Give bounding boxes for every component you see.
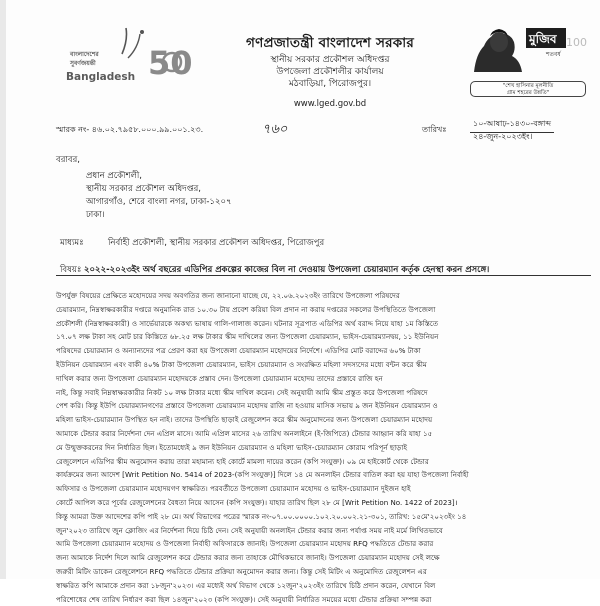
body-line: মহিলা ভাইস-চেয়ারম্যান উপস্থিত হন নাই। তাদের উপস্থিতি ছাড়াই রেজুলেশন করে স্কীম অনুমোদনের জন্য উপজেলা চেয়ারম্যান মহোদয় [56, 415, 433, 425]
recipient-line: ঢাকা। [86, 210, 105, 220]
date-bangla: ১০-আষাঢ়-১৪৩০-বঙ্গাব্দ [470, 118, 554, 133]
body-line: রেজুলেশনে এডিপির স্কীম অনুমোদন করায় তারা মহামান্য হাই কোর্টে মামলা দায়ের করেন (কপি সংযুক্ত)। ০৯ মে হাইকোর্ট থেকে টেন্ডার [56, 456, 429, 466]
body-line: দাখিল করার জন্য উপজেলা চেয়ারম্যান মহোদয়কে প্রস্তাব দেন। উপজেলা চেয়ারম্যান মহোদয় তাদের প্রস্তাবে রাজি হন [56, 373, 383, 383]
slogan-line-1: "শেখ হাসিনার মূলনীতি [502, 83, 554, 89]
body-line: মে উন্মুক্তকরনের দিন নির্ধারিত ছিল। ইতোমধ্যেই ৯ জন ইউনিয়ন চেয়ারম্যান ও মহিলা ভাইস-চেয়ারম্যান কোরাম পরিপূর্ন ছাড়াই [56, 442, 408, 452]
recipient-line: স্থানীয় সরকার প্রকৌশল অধিদপ্তর, [86, 184, 201, 194]
scan-edge [0, 0, 6, 579]
body-line: স্বাক্ষরিত কপি আমাকে প্রদান করা ১৮জুন'২০২৩। এর মধ্যেই অর্থ বিভাগ থেকে ১২জুন'২০২৩ইং তারিখে চিঠি প্রদান করেন, যেখানে বিল [56, 580, 436, 590]
subject-divider [56, 275, 591, 276]
office-location: মঠবাড়িয়া, পিরোজপুর। [288, 79, 372, 89]
via-label: মাধ্যমঃ [60, 238, 84, 248]
body-line: নাই, কিন্তু সবাই নিম্নস্বাক্ষরকারীর নিকট ১০ লক্ষ টাকার মধ্যে স্কীম দাখিল করেন। সেই অনুযায়ী আমি স্কীম প্রস্তুত করে উপজেলা পরিষদে [56, 387, 428, 397]
government-title: গণপ্রজাতন্ত্রী বাংলাদেশ সরকার [246, 35, 414, 51]
body-line: কিন্তু আমরা উক্ত আদেশের কপি পাই ২৮ মে। অর্থ বিভাগের পত্রের স্মারক নং-০৭.০০.০০০০.১০২.২০.০০২.২১-৩০১, তারিখ: ১৫মে'২০২৩ইং ১৪ [56, 511, 467, 521]
slogan-line-2: গ্রাম শহরের উন্নতি" [506, 90, 550, 96]
body-line: পরিষদের চেয়ারম্যান ও অন্যান্যদের পত্র প্রেরণ করা হয় উপজেলা চেয়ারম্যান মহোদয়ের নির্দেশে। এডিপির মোট বরাদ্দের ৬০% টাকা [56, 346, 421, 356]
body-line: জরুরী মিটিং ডাকেন রেজুলেশনে RFQ পদ্ধতিতে টেন্ডার প্রক্রিয়া অনুমোদন করার জন্য। কিন্তু সেই মিটিং এ অনুমোদিত রেজুলেশন এর [56, 566, 427, 576]
body-line: জুন'২০২৩ তারিখে জুন ক্লোজিং এর নির্দেশনা দিয়ে চিঠি দেন। সেই অনুযায়ী অনলাইন টেন্ডার করার জন্য পর্যাপ্ত সময় নাই মর্মে লিখিতভাবে [56, 525, 443, 535]
date-english: ২৪-জুন-২০২৩ইং। [473, 132, 533, 141]
svg-text:শতবর্ষ: শতবর্ষ [546, 51, 561, 58]
via-text: নির্বাহী প্রকৌশলী, স্থানীয় সরকার প্রকৌশল অধিদপ্তর, পিরোজপুর [108, 238, 325, 248]
svg-text:মুজিব: মুজিব [529, 32, 557, 46]
bangladesh-50-logo [64, 14, 193, 98]
mujib-borsho-logo [470, 20, 590, 80]
body-line: কোর্টে আপিল করে পূর্বের রেজুলেশনের বৈধতা নিয়ে আসেন (কপি সংযুক্ত)। যাহার তারিখ ছিল ২৮ মে [Writ Petition No. 1422 of 2023]। [56, 497, 458, 507]
body-line: পেশ করি। কিন্তু ইউপি চেয়ারম্যানগণের প্রস্তাবে উপজেলা চেয়ারম্যান মহোদয় রাজি না হওয়ায় মাসিক সভায় ৯ জন ইউনিয়ন চেয়ারম্যান ও [56, 401, 438, 411]
svg-text:Bangladesh: Bangladesh [66, 71, 136, 83]
svg-text:50: 50 [148, 44, 193, 82]
body-line: অফিসার ও উপজেলা চেয়ারম্যান মহোদয়গণ স্বাক্ষরিত। পরবর্তীতে উপজেলা চেয়ারম্যান মহোদয় ও ভাইস-চেয়ারম্যান দুইজন হাই [56, 484, 411, 494]
body-line: ১৭.০৭ লক্ষ টাকা সহ মোট চার কিস্তিতে ৬৮.২৫ লক্ষ টাকার স্কীম দাখিলের জন্য উপজেলা চেয়ারম্যান, ভাইস-চেয়ারম্যানদ্বয়, ১১ ইউনিয়ন [56, 332, 439, 342]
recipient-line: প্রধান প্রকৌশলী, [86, 171, 142, 181]
subject-text: ২০২২-২০২৩ইং অর্থ বছরের এডিপির প্রকল্পের কাজের বিল না দেওয়ায় উপজেলা চেয়ারম্যান কর্তৃক হেনস্থা করন প্রসঙ্গে। [84, 265, 490, 275]
office-name: উপজেলা প্রকৌশলীর কার্যালয় [276, 67, 384, 77]
department-name: স্থানীয় সরকার প্রকৌশল অধিদপ্তর [270, 55, 390, 65]
body-line: প্রকৌশলী (নিম্নস্বাক্ষরকারী) ও সার্ভেয়ারকে অকথ্য ভাষায় গালি-গালাজ করেন। ঘটনার সূত্রপাত এডিপির অর্থ বরাদ্দ নিয়ে যাহা ১ম কিস্তিতে [56, 318, 439, 328]
slogan-box [470, 81, 586, 97]
body-line: উপর্যুক্ত বিষয়ের প্রেক্ষিতে মহোদয়ের সদয় অবগতির জন্য জানানো যাচ্ছে যে, ২২.০৬.২০২৩ইং তারিখে উপজেলা পরিষদের [56, 291, 400, 300]
memo-handwritten-number: ৭৬০ [262, 122, 288, 137]
body-line: কার্যক্রমের জন্য আদেশ [Writ Petition No. 5414 of 2023-(কপি সংযুক্ত)] দিলে ১৪ মে অনলাইন টেন্ডার বাতিল করা হয় যাহা উপজেলা নির্বাহী [56, 470, 469, 480]
svg-text:100: 100 [566, 36, 587, 49]
letter-body [56, 289, 596, 606]
recipient-line: আগারগাঁও, শেরে বাংলা নগর, ঢাকা-১২০৭ [86, 197, 232, 207]
body-line: ইউনিয়ন চেয়ারম্যান এবং বাকী ৪০% টাকা উপজেলা চেয়ারম্যান, ভাইস চেয়ারম্যান ও সংরক্ষিত মহিলা সদস্যদের মধ্যে বন্টন করে স্কীম [56, 359, 427, 369]
body-line: আমাকে টেন্ডার করার নির্দেশনা দেন এপ্রিল মাসে। আমি এপ্রিল মাসের ২৬ তারিখ অনলাইনে (ই-জিপিতে) টেন্ডার আহ্বান করি যাহা ১৫ [56, 428, 433, 438]
body-line: পরিশোধের শেষ তারিখ নির্ধারণ করা ছিল ১৪জুন'২০২৩ (কপি সংযুক্ত)। সেই অনুযায়ী নির্ধারিত সময়ের মধ্যে টেন্ডার প্রক্রিয়া সম্পন্ন করা [56, 594, 432, 604]
body-line: আমি উপজেলা চেয়ারম্যান মহোদয় ও উপজেলা নির্বাহী অফিসারকে জানাই। উপজেলা চেয়ারম্যান মহোদয় RFQ পদ্ধতিতে টেন্ডার করার [56, 539, 434, 549]
body-line: চেয়ারম্যান, নিম্নস্বাক্ষরকারীর দপ্তরে অনুমানিক রাত ১০.৩০ টায় প্রবেশ করিয়া বিল প্রদান না করায় দপ্তরের সকলের উপস্থিতিতে উপজেলা [56, 304, 436, 314]
memo-number: স্মারক নং- ৪৬.০২.৭৯৫৮.০০০.৯৯.০০১.২৩. [56, 125, 204, 134]
svg-text:বাংলাদেশের: বাংলাদেশের [70, 51, 99, 58]
date-label: তারিখঃ [422, 125, 447, 134]
subject-label: বিষয়ঃ [60, 265, 82, 275]
salutation: বরাবর, [56, 155, 80, 165]
svg-text:সুবর্ণজয়ন্তী: সুবর্ণজয়ন্তী [70, 60, 96, 67]
body-line: জন্য আমাকে নির্দেশ দিলে আমি রেজুলেশন করে টেন্ডার করার জন্য তাহাকে মৌখিকভাবে জানাই। উপজেলা চেয়ারম্যান মহোদয় সেই লক্ষে [56, 553, 440, 563]
website-link[interactable]: www.lged.gov.bd [293, 99, 367, 109]
